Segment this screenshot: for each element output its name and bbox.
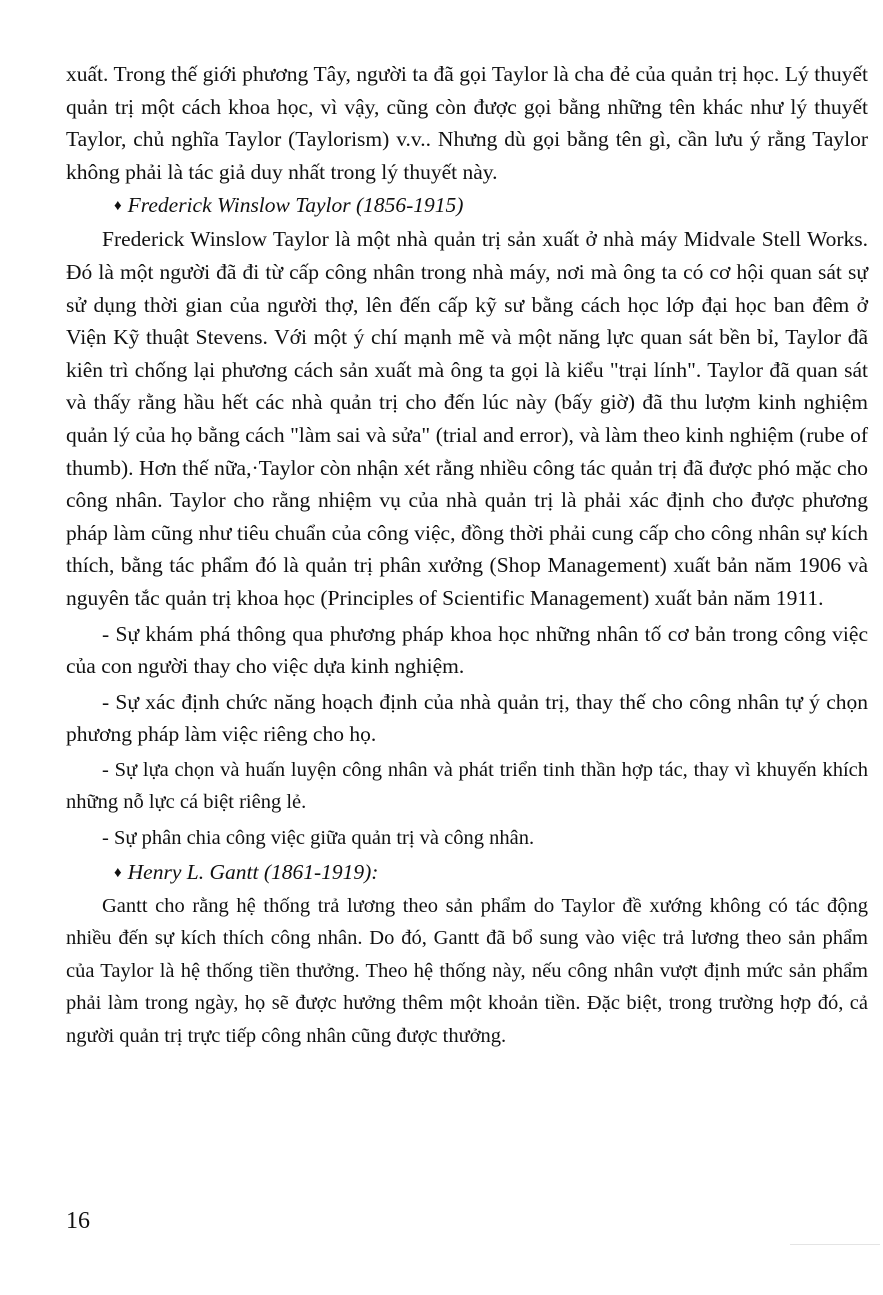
footer-rule <box>790 1244 880 1245</box>
heading-gantt-text: Henry L. Gantt (1861-1919): <box>127 859 379 884</box>
list-item-principle-1: - Sự khám phá thông qua phương pháp khoa học những nhân tố cơ bản trong công việc của con người thay cho việc dựa kinh nghiệm. <box>66 621 868 679</box>
diamond-bullet-icon: ♦ <box>114 198 122 215</box>
list-item-principle-3: - Sự lựa chọn và huấn luyện công nhân và phát triển tinh thần hợp tác, thay vì khuyến khích những nỗ lực cá biệt riêng lẻ. <box>66 758 868 814</box>
diamond-bullet-icon: ♦ <box>114 864 122 881</box>
page-body <box>66 58 868 1053</box>
heading-taylor-text: Frederick Winslow Taylor (1856-1915) <box>127 193 464 218</box>
list-item-principle-4: - Sự phân chia công việc giữa quản trị và công nhân. <box>102 827 535 850</box>
paragraph-intro: xuất. Trong thế giới phương Tây, người ta đã gọi Taylor là cha đẻ của quản trị học. Lý thuyết quản trị một cách khoa học, vì vậy, cũng còn được gọi bằng những tên khác như lý thuyết Taylor, chủ nghĩa Taylor (Taylorism) v.v.. Nhưng dù gọi bằng tên gì, cần lưu ý rằng Taylor không phải là tác giả duy nhất trong lý thuyết này. <box>66 62 868 184</box>
heading-taylor <box>66 188 868 223</box>
page-number: 16 <box>66 1208 90 1234</box>
paragraph-gantt: Gantt cho rằng hệ thống trả lương theo sản phẩm do Taylor đề xướng không có tác động nhiều đến sự kích thích công nhân. Do đó, Gantt đã bổ sung vào việc trả lương theo sản phẩm của Taylor là hệ thống tiền thưởng. Theo hệ thống này, nếu công nhân vượt định mức sản phẩm phải làm trong ngày, họ sẽ được hưởng thêm một khoản tiền. Đặc biệt, trong trường hợp đó, cả người quản trị trực tiếp công nhân cũng được thưởng. <box>66 894 868 1048</box>
heading-gantt <box>66 855 868 890</box>
list-item-principle-2: - Sự xác định chức năng hoạch định của nhà quản trị, thay thế cho công nhân tự ý chọn phương pháp làm việc riêng cho họ. <box>66 689 868 747</box>
paragraph-taylor-bio: Frederick Winslow Taylor là một nhà quản trị sản xuất ở nhà máy Midvale Stell Works. Đó là một người đã đi từ cấp công nhân trong nhà máy, nơi mà ông ta có cơ hội quan sát sự sử dụng thời gian của người thợ, lên đến cấp kỹ sư bằng cách học lớp đại học ban đêm ở Viện Kỹ thuật Stevens. Với một ý chí mạnh mẽ và một năng lực quan sát bền bỉ, Taylor đã kiên trì chống lại phương cách sản xuất mà ông ta gọi là kiểu "trại lính". Taylor đã quan sát và thấy rằng hầu hết các nhà quản trị cho đến lúc này (bấy giờ) đã thu lượm kinh nghiệm quản lý của họ bằng cách "làm sai và sửa" (trial and error), và làm theo kinh nghiệm (rube of thumb). Hơn thế nữa,·Taylor còn nhận xét rằng nhiều công tác quản trị đã được phó mặc cho công nhân. Taylor cho rằng nhiệm vụ của nhà quản trị là phải xác định cho được phương pháp làm cũng như tiêu chuẩn của công việc, đồng thời phải cung cấp cho công nhân sự kích thích, bằng tác phẩm đó là quản trị phân xưởng (Shop Management) xuất bản năm 1906 và nguyên tắc quản trị khoa học (Principles of Scientific Management) xuất bản năm 1911. <box>66 227 868 610</box>
